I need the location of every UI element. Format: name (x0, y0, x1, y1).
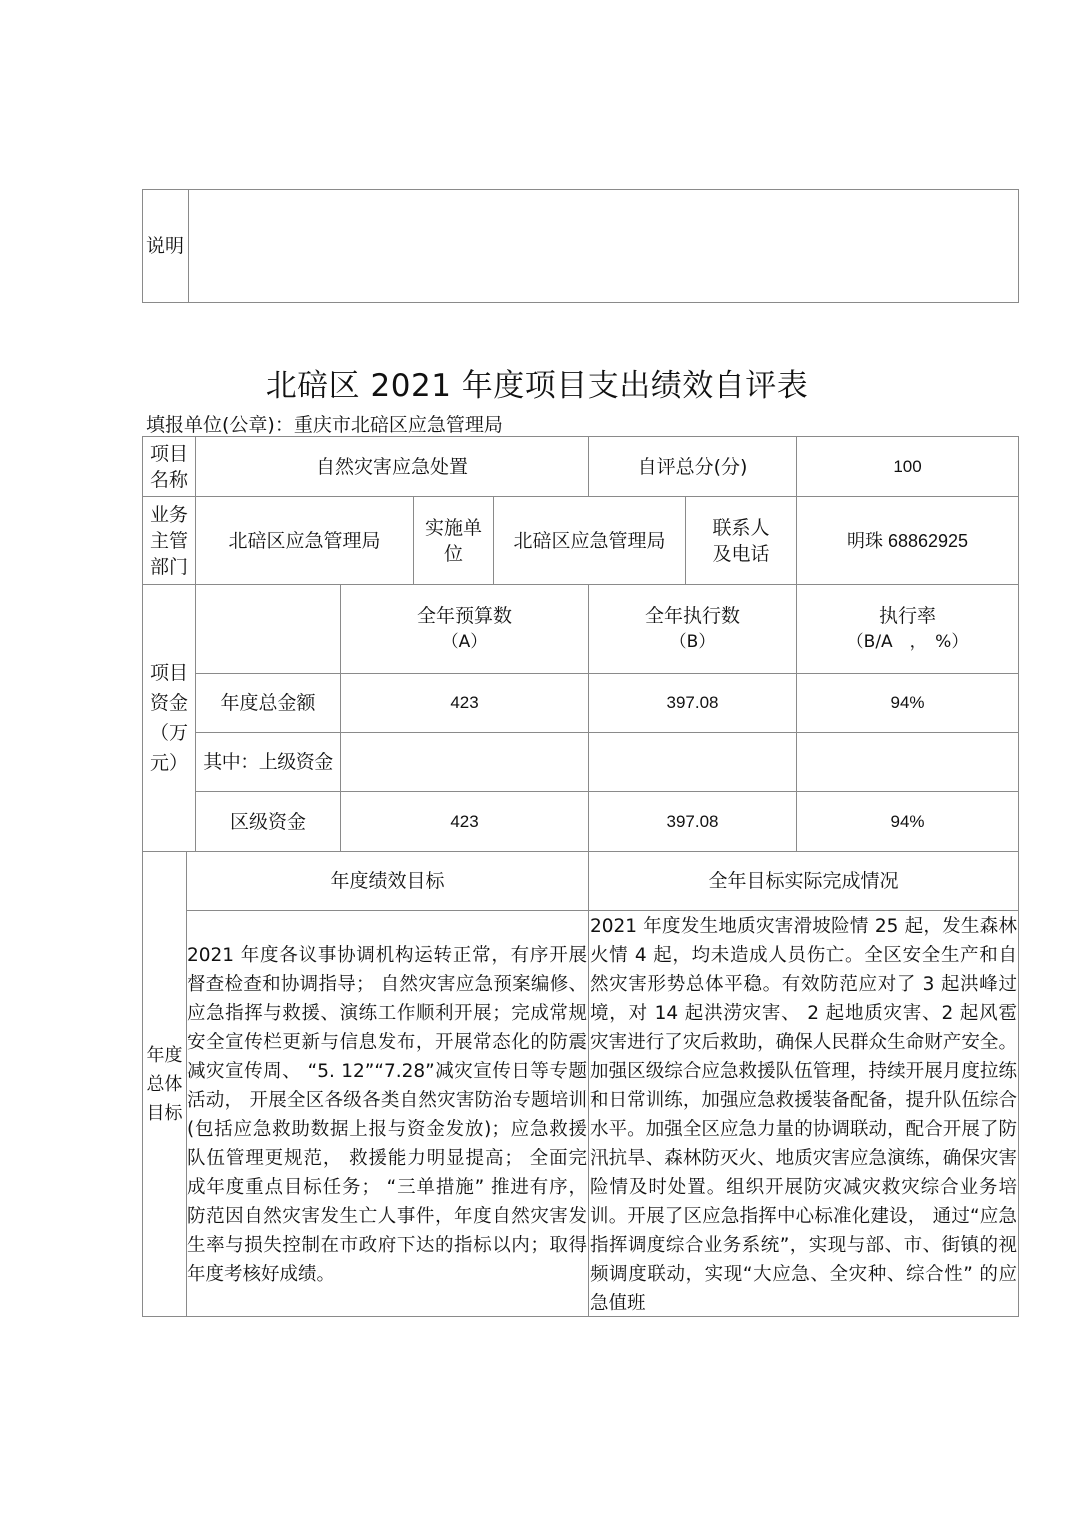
actual-text: 2021 年度发生地质灾害滑坡险情 25 起，发生森林火情 4 起，均未造成人员伤亡。全区安全生产和自然灾害形势总体平稳。有效防范应对了 3 起洪峰过境，对 14 起洪涝灾害、 2 起地质灾害、2 起风雹灾害进行了灾后救助，确保人民群众生命财产安全。加强区级综合应急救援队伍管理，持续开展月度拉练和日常训练，加强应急救援装备配备，提升队伍综合水平。加强全区应急力量的协调联动，配合开展了防汛抗旱、森林防灭火、地质灾害应急演练，确保灾害险情及时处置。组织开展防灾减灾救灾综合业务培训。开展了区应急指挥中心标准化建设， 通过“应急指挥调度综合业务系统”，实现与部、市、街镇的视频调度联动，实现“大应急、全灾种、综合性” 的应急值班 (590, 916, 1017, 1314)
target-header: 年度绩效目标 (330, 870, 445, 892)
goals-section-label: 年度总体目标 (146, 1044, 183, 1124)
page-title: 北碚区 2021 年度项目支出绩效自评表 (265, 368, 809, 404)
project-name-value: 自然灾害应急处置 (315, 455, 468, 478)
contact-value: 明珠 68862925 (846, 530, 969, 551)
funds-row-label: 区级资金 (229, 810, 306, 833)
funds-section-label: 项目资金（万元） (149, 662, 188, 774)
actual-header: 全年目标实际完成情况 (708, 870, 899, 892)
note-content[interactable] (188, 189, 1018, 303)
dept-value: 北碚区应急管理局 (228, 529, 381, 552)
impl-value: 北碚区应急管理局 (513, 529, 666, 552)
funds-row-rate (797, 733, 1018, 791)
impl-label: 实施单位 (424, 516, 482, 565)
fill-unit: 填报单位(公章)：重庆市北碚区应急管理局 (146, 414, 503, 436)
funds-row-rate: 94% (890, 693, 925, 712)
score-value: 100 (893, 456, 922, 476)
target-text: 2021 年度各议事协调机构运转正常，有序开展督查检查和协调指导； 自然灾害应急预案编修、应急指挥与救援、演练工作顺利开展；完成常规安全宣传栏更新与信息发布，开展常态化的防震减灾宣传周、 “5. 12”“7.28”减灾宣传日等专题活动， 开展全区各级各类自然灾害防治专题培训(包括应急救助数据上报与资金发放)；应急救援队伍管理更规范， 救援能力明显提高； 全面完成年度重点目标任务； “三单措施” 推进有序，防范因自然灾害发生亡人事件，年度自然灾害发生率与损失控制在市政府下达的指标以内；取得年度考核好成绩。 (187, 945, 587, 1285)
budget-header-text: 全年预算数 (416, 605, 512, 627)
exec-header (589, 585, 796, 673)
rate-header (797, 585, 1018, 673)
budget-header-sub: （A） (441, 632, 488, 652)
rate-header-sub: （B/A ， %） (846, 632, 969, 652)
score-label: 自评总分(分) (637, 455, 748, 478)
note-label: 说明 (145, 235, 184, 257)
funds-row-rate: 94% (890, 811, 925, 831)
funds-row-budget: 423 (450, 693, 479, 712)
dept-label: 业务主管部门 (149, 503, 188, 578)
rate-header-text: 执行率 (878, 605, 936, 627)
budget-header (341, 585, 588, 673)
funds-row-budget (341, 733, 588, 791)
funds-row-label: 年度总金额 (220, 692, 316, 714)
project-name-label: 项目名称 (149, 442, 188, 491)
funds-row-budget: 423 (450, 811, 479, 831)
exec-header-sub: （B） (669, 632, 716, 652)
funds-row-exec: 397.08 (666, 811, 719, 831)
funds-row-label: 其中：上级资金 (203, 751, 333, 773)
contact-label: 联系人及电话 (712, 516, 770, 565)
funds-row-exec (589, 733, 796, 791)
exec-header-text: 全年执行数 (644, 605, 740, 627)
funds-row-exec: 397.08 (666, 693, 719, 712)
